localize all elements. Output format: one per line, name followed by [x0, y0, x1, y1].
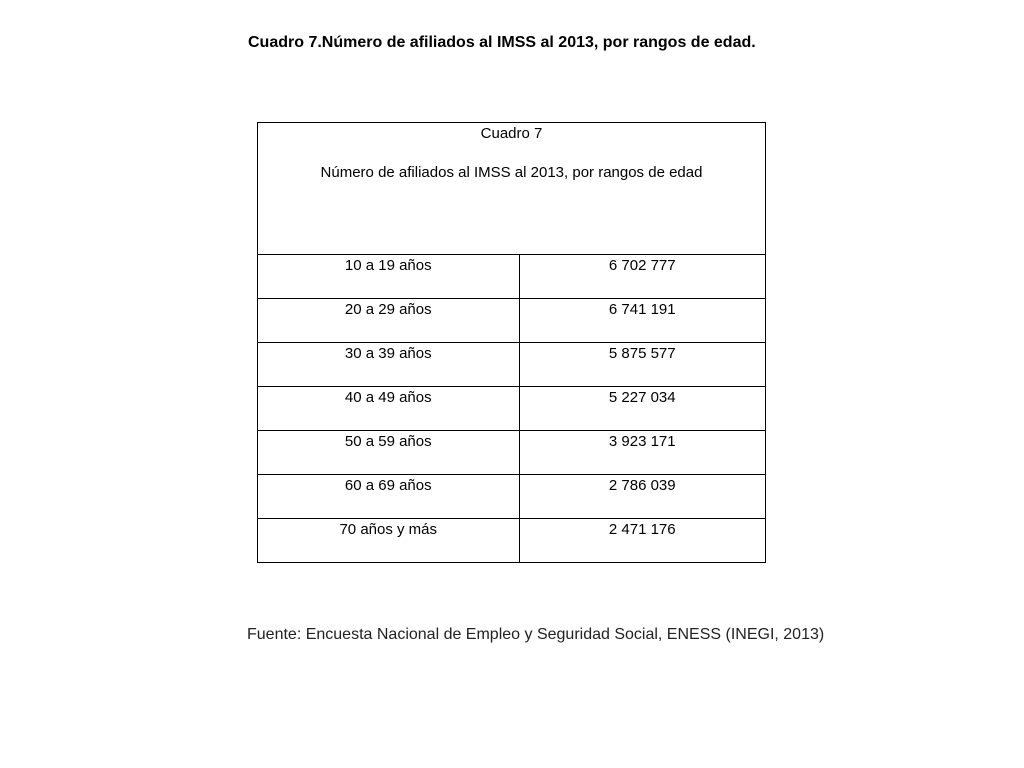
affiliates-count-cell	[519, 387, 766, 431]
affiliates-count-cell	[519, 343, 766, 387]
affiliates-table	[257, 122, 766, 563]
table-row	[258, 475, 766, 519]
age-range-label: 60 a 69 años	[344, 477, 432, 494]
age-range-cell	[258, 299, 520, 343]
table-row	[258, 255, 766, 299]
table-row	[258, 519, 766, 563]
affiliates-count: 5 227 034	[608, 389, 676, 406]
age-range-cell	[258, 387, 520, 431]
age-range-cell	[258, 343, 520, 387]
age-range-label: 40 a 49 años	[344, 389, 432, 406]
affiliates-count: 2 786 039	[608, 477, 676, 494]
affiliates-count-cell	[519, 255, 766, 299]
age-range-cell	[258, 475, 520, 519]
affiliates-count-cell	[519, 519, 766, 563]
affiliates-count: 6 741 191	[608, 301, 676, 318]
table-subtitle: Número de afiliados al IMSS al 2013, por rangos de edad	[320, 164, 703, 181]
age-range-label: 30 a 39 años	[344, 345, 432, 362]
age-range-label: 70 años y más	[339, 521, 438, 538]
affiliates-count-cell	[519, 299, 766, 343]
age-range-label: 20 a 29 años	[344, 301, 432, 318]
age-range-label: 50 a 59 años	[344, 433, 432, 450]
affiliates-count-cell	[519, 475, 766, 519]
table-row	[258, 387, 766, 431]
affiliates-count: 5 875 577	[608, 345, 676, 362]
age-range-cell	[258, 431, 520, 475]
document-title: Cuadro 7.Número de afiliados al IMSS al 2013, por rangos de edad.	[248, 34, 756, 51]
age-range-label: 10 a 19 años	[344, 257, 432, 274]
table-row	[258, 431, 766, 475]
table-caption: Cuadro 7	[480, 125, 543, 142]
age-range-cell	[258, 255, 520, 299]
affiliates-count-cell	[519, 431, 766, 475]
table-header-row	[258, 123, 766, 255]
source-note: Fuente: Encuesta Nacional de Empleo y Seguridad Social, ENESS (INEGI, 2013)	[247, 626, 825, 643]
affiliates-count: 6 702 777	[608, 257, 676, 274]
affiliates-count: 3 923 171	[608, 433, 676, 450]
age-range-cell	[258, 519, 520, 563]
table-row	[258, 299, 766, 343]
table-row	[258, 343, 766, 387]
table-header-cell	[258, 123, 766, 255]
affiliates-count: 2 471 176	[608, 521, 676, 538]
